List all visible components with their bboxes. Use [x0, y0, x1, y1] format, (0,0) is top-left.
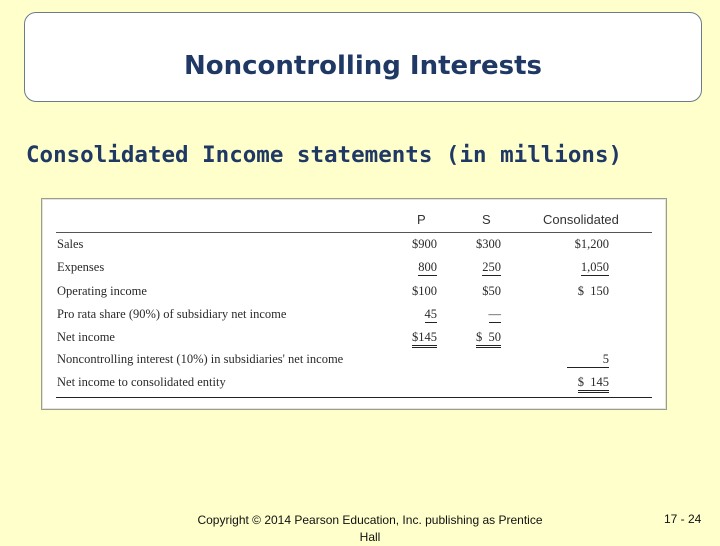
cell-p: $100 — [412, 284, 437, 298]
cell-consolidated: 1,050 — [580, 260, 609, 274]
cell-consolidated: $ 145 — [578, 375, 609, 393]
row-label: Sales — [57, 237, 84, 251]
row-label: Net income to consolidated entity — [57, 375, 226, 389]
title-box — [24, 12, 702, 102]
row-label: Noncontrolling interest (10%) in subsidiaries' net income — [57, 352, 344, 366]
cell-s: 250 — [482, 260, 501, 274]
header-s: S — [482, 212, 491, 227]
row-label: Pro rata share (90%) of subsidiary net income — [57, 307, 287, 321]
row-label: Expenses — [57, 260, 105, 274]
cell-p: $145 — [412, 330, 437, 348]
cell-s: — — [488, 307, 501, 321]
table-bottom-rule — [56, 397, 652, 398]
cell-s: $ 50 — [476, 330, 501, 348]
row-label: Net income — [57, 330, 115, 344]
header-p: P — [417, 212, 426, 227]
cell-s: $300 — [476, 237, 501, 251]
cell-p: $900 — [412, 237, 437, 251]
cell-p: 800 — [418, 260, 437, 274]
header-consolidated: Consolidated — [543, 212, 619, 227]
cell-consolidated: $1,200 — [574, 237, 609, 251]
cell-p: 45 — [424, 307, 437, 321]
cell-consolidated: 5 — [567, 352, 609, 368]
cell-consolidated: $ 150 — [577, 284, 609, 298]
cell-s: $50 — [482, 284, 501, 298]
copyright-footer: Copyright © 2014 Pearson Education, Inc. publishing as Prentice Hall — [197, 513, 543, 544]
slide-title: Noncontrolling Interests — [183, 51, 543, 81]
header-rule — [56, 232, 652, 233]
page-number: 17 - 24 — [664, 512, 702, 526]
income-statement-table — [41, 198, 667, 410]
row-label: Operating income — [57, 284, 147, 298]
slide-subtitle: Consolidated Income statements (in millions) — [26, 142, 623, 168]
